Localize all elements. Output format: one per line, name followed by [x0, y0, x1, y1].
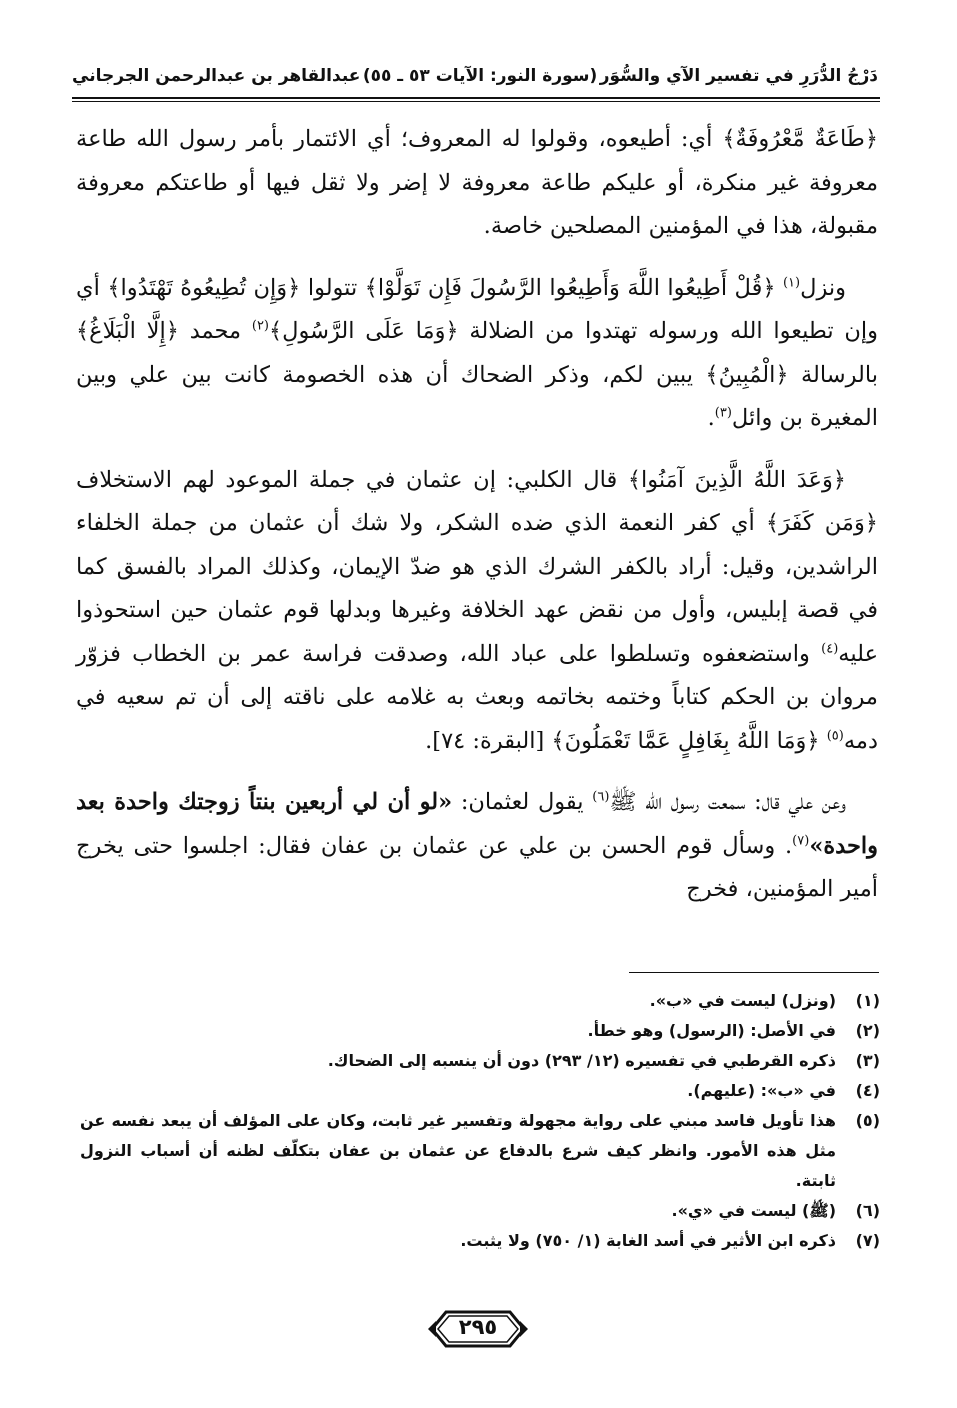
- footnote-ref[interactable]: (٧): [792, 833, 810, 848]
- paragraph-text: وعن علي قال: سمعت رسول الله ﷺ: [609, 789, 846, 815]
- paragraph-text: ﴿قُلْ أَطِيعُوا اللَّهَ وَأَطِيعُوا الرَّسُولَ فَإِن تَوَلَّوْا﴾ تتولوا ﴿وَإِن تُطِيعُوهُ تَهْتَدُوا﴾ أي وإن تطيعوا الله ورسوله تهتدوا من الضلالة ﴿وَمَا عَلَى الرَّسُولِ﴾: [76, 274, 878, 344]
- footnote-ref[interactable]: (٢): [251, 318, 269, 334]
- paragraph-3: [76, 459, 878, 764]
- footnote-item: [80, 986, 880, 1016]
- footnote-item: [80, 1076, 880, 1106]
- paragraph-text: .: [707, 405, 715, 431]
- header-author: عبدالقاهر بن عبدالرحمن الجرجاني: [72, 66, 361, 86]
- footnote-ref[interactable]: (١): [782, 275, 801, 290]
- paragraph-text: محمد ﴿إِلَّا الْبَلَاغُ﴾ بالرسالة ﴿الْمُبِينُ﴾ يبين لكم، وذكر الضحاك أن هذه الخصومة كانت بين علي وبين المغيرة بن وائل: [76, 318, 878, 431]
- paragraph-2: [76, 267, 878, 441]
- footnote-item: [80, 1046, 880, 1076]
- footnote-number: (٢): [855, 1021, 880, 1040]
- footnote-number: (٤): [855, 1081, 880, 1100]
- paragraph-text: واستضعفوه وتسلطوا على عباد الله، وصدقت فراسة عمر بن الخطاب فزوّر مروان بن الحكم كتاباً وختمه بخاتمه وبعث به غلامه على ناقته إلى أن تم سعيه في دمه: [76, 640, 878, 754]
- paragraph-text: ﴿طَاعَةٌ مَّعْرُوفَةٌ﴾ أي: أطيعوه، وقولوا له المعروف؛ أي الائتمار بأمر رسول الله طاعة معروفة غير منكرة، أو عليكم طاعة معروفة لا إضر ولا ثقل فيها أو طاعتكم معروفة مقبولة، هذا في المؤمنين المصلحين خاصة.: [76, 126, 878, 239]
- footnote-number: (١): [855, 991, 880, 1010]
- footnote-number: (٣): [855, 1051, 880, 1070]
- hadith-quote: «لو أن لي أربعين بنتاً زوجتك واحدة بعد واحدة»: [76, 789, 878, 859]
- footnote-text: في الأصل: (الرسول) وهو خطأ.: [587, 1021, 836, 1040]
- footnote-number: (٦): [855, 1201, 880, 1220]
- footnote-text: هذا تأويل فاسد مبني على رواية مجهولة وتفسير غير ثابت، وكان على المؤلف أن يبعد نفسه عن مثل هذه الأمور. وانظر كيف شرع بالدفاع عن عثمان بن عفان بتكلّف لظنه أن أسباب النزول ثابتة.: [80, 1111, 836, 1190]
- page-number-ornament: [428, 1306, 528, 1352]
- paragraph-text: يقول لعثمان:: [452, 789, 593, 815]
- paragraph-text: ونزل: [800, 274, 846, 301]
- footnote-text: ذكره ابن الأثير في أسد الغابة (١/ ٧٥٠) ولا يثبت.: [460, 1231, 836, 1250]
- paragraph-text: ﴿وَمَا اللَّهُ بِغَافِلٍ عَمَّا تَعْمَلُونَ﴾ [البقرة: ٧٤].: [425, 727, 827, 754]
- footnote-ref[interactable]: (٦): [592, 789, 610, 805]
- footnote-number: (٧): [855, 1231, 880, 1250]
- footnote-text: (ﷺ) ليست في «ي».: [671, 1201, 836, 1220]
- header-book-title: دَرْجُ الدُّرَرِ في تفسير الآي والسُّوَر: [599, 66, 878, 86]
- header-surah-info: (سورة النور: الآيات ٥٣ ـ ٥٥): [362, 66, 598, 86]
- footnote-item: [80, 1196, 880, 1226]
- paragraph-text: . وسأل قوم الحسن بن علي عن عثمان بن عفان فقال: اجلسوا حتى يخرج أمير المؤمنين، فخرج: [76, 832, 878, 902]
- footnote-number: (٥): [855, 1111, 880, 1130]
- paragraph-4: [76, 781, 878, 912]
- header-rule-thin: [72, 101, 880, 102]
- paragraph-1: [76, 118, 878, 249]
- footnote-item: [80, 1226, 880, 1256]
- footnote-text: ذكره القرطبي في تفسيره (١٢/ ٢٩٣) دون أن ينسبه إلى الضحاك.: [327, 1051, 836, 1070]
- paragraph-text: ﴿وَعَدَ اللَّهُ الَّذِينَ آمَنُوا﴾ قال الكلبي: إن عثمان في جملة الموعود لهم الاستخلاف ﴿وَمَن كَفَرَ﴾ أي كفر النعمة الذي ضده الشكر، ولا شك أن عثمان من جملة الخلفاء الراشدين، وقيل: أراد بالكفر الشرك الذي هو ضدّ الإيمان، وكذلك المراد بالفسق كما في قصة إبليس، وأول من نقض عهد الخلافة وغيرها وبدلها قوم عثمان حين استحوذوا عليه: [76, 466, 878, 667]
- footnote-separator: [629, 972, 879, 973]
- footnote-ref[interactable]: (٥): [826, 728, 844, 743]
- footnote-item: [80, 1106, 880, 1196]
- footnote-ref[interactable]: (٤): [821, 641, 839, 656]
- footnote-item: [80, 1016, 880, 1046]
- running-header: [72, 58, 878, 94]
- footnote-text: (ونزل) ليست في «ب».: [649, 991, 836, 1010]
- header-rule: [72, 97, 880, 99]
- main-text: [76, 118, 878, 930]
- page-number: ٢٩٥: [458, 1315, 498, 1339]
- footnote-text: في «ب»: (عليهم).: [687, 1081, 836, 1100]
- footnotes: [80, 986, 880, 1256]
- footnote-ref[interactable]: (٣): [714, 405, 732, 421]
